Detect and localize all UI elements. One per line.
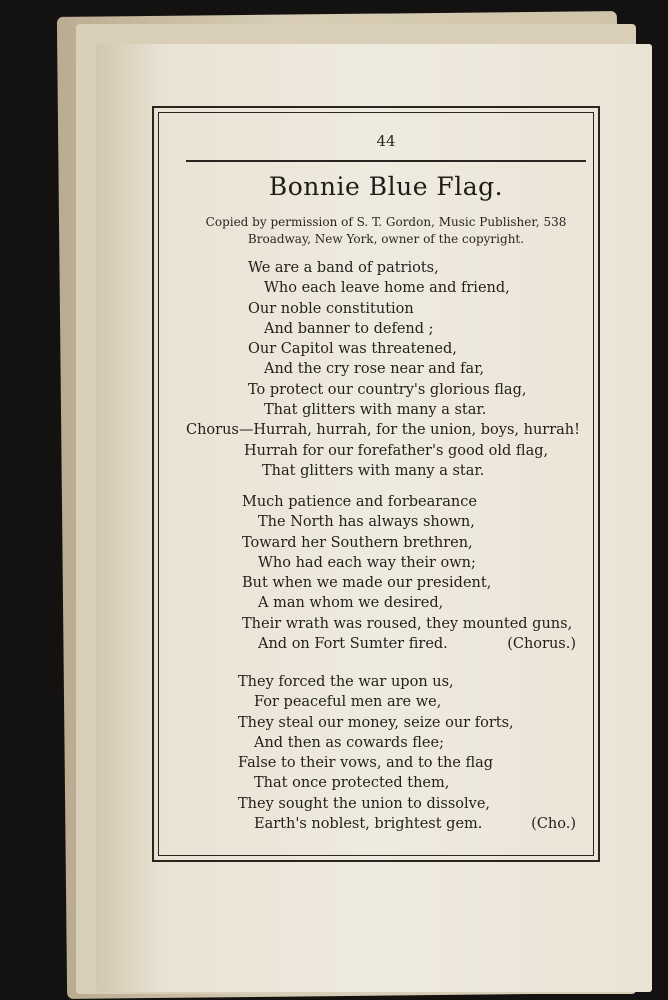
verse-line: Who had each way their own; <box>258 554 476 571</box>
copyright-credit: Copied by permission of S. T. Gordon, Music Publisher, 538 Broadway, New York, owner of the copyright. <box>205 215 567 246</box>
verse-line: Toward her Southern brethren, <box>242 534 473 551</box>
verse-line: That once protected them, <box>254 775 450 792</box>
verse-line: For peaceful men are we, <box>254 694 442 711</box>
verse-line: Our noble constitution <box>248 300 414 317</box>
verse-line: The North has always shown, <box>258 514 475 531</box>
verse-line: That glitters with many a star. <box>262 462 485 479</box>
page-number: 44 <box>376 132 396 150</box>
chorus-cue: (Chorus.) <box>507 636 576 653</box>
verse-line: False to their vows, and to the flag <box>238 755 494 772</box>
chorus-line: Chorus—Hurrah, hurrah, for the union, boys, hurrah! <box>186 422 580 439</box>
header-rule <box>186 160 586 162</box>
verse-line: Earth's noblest, brightest gem. (Cho.) <box>190 814 590 834</box>
verse-line: A man whom we desired, <box>258 595 444 612</box>
verse-line: Much patience and forbearance <box>242 494 477 510</box>
verse-line: Their wrath was roused, they mounted guns, <box>242 615 573 632</box>
verse-line: And then as cowards flee; <box>254 734 444 751</box>
verse-line: They forced the war upon us, <box>238 674 454 690</box>
verse-line: And the cry rose near and far, <box>264 361 485 378</box>
verse-line: To protect our country's glorious flag, <box>248 381 527 398</box>
verse-line: But when we made our president, <box>242 575 492 592</box>
verse-line: We are a band of patriots, <box>248 260 439 276</box>
stanza-1 <box>186 258 590 481</box>
verse-line: That glitters with many a star. <box>264 402 487 419</box>
verse-line: And banner to defend ; <box>264 320 434 337</box>
verse-line: They steal our money, seize our forts, <box>238 714 514 731</box>
verse-line: And on Fort Sumter fired. (Chorus.) <box>190 634 590 654</box>
song-title: Bonnie Blue Flag. <box>268 172 504 201</box>
verse-line: Hurrah for our forefather's good old flag, <box>244 442 549 459</box>
verse-line: They sought the union to dissolve, <box>238 795 491 812</box>
verse-line: Who each leave home and friend, <box>264 280 510 297</box>
verse-line: Our Capitol was threatened, <box>248 341 457 358</box>
chorus-cue: (Cho.) <box>531 816 576 833</box>
stanza-3 <box>190 672 590 834</box>
stanza-2 <box>190 492 590 654</box>
